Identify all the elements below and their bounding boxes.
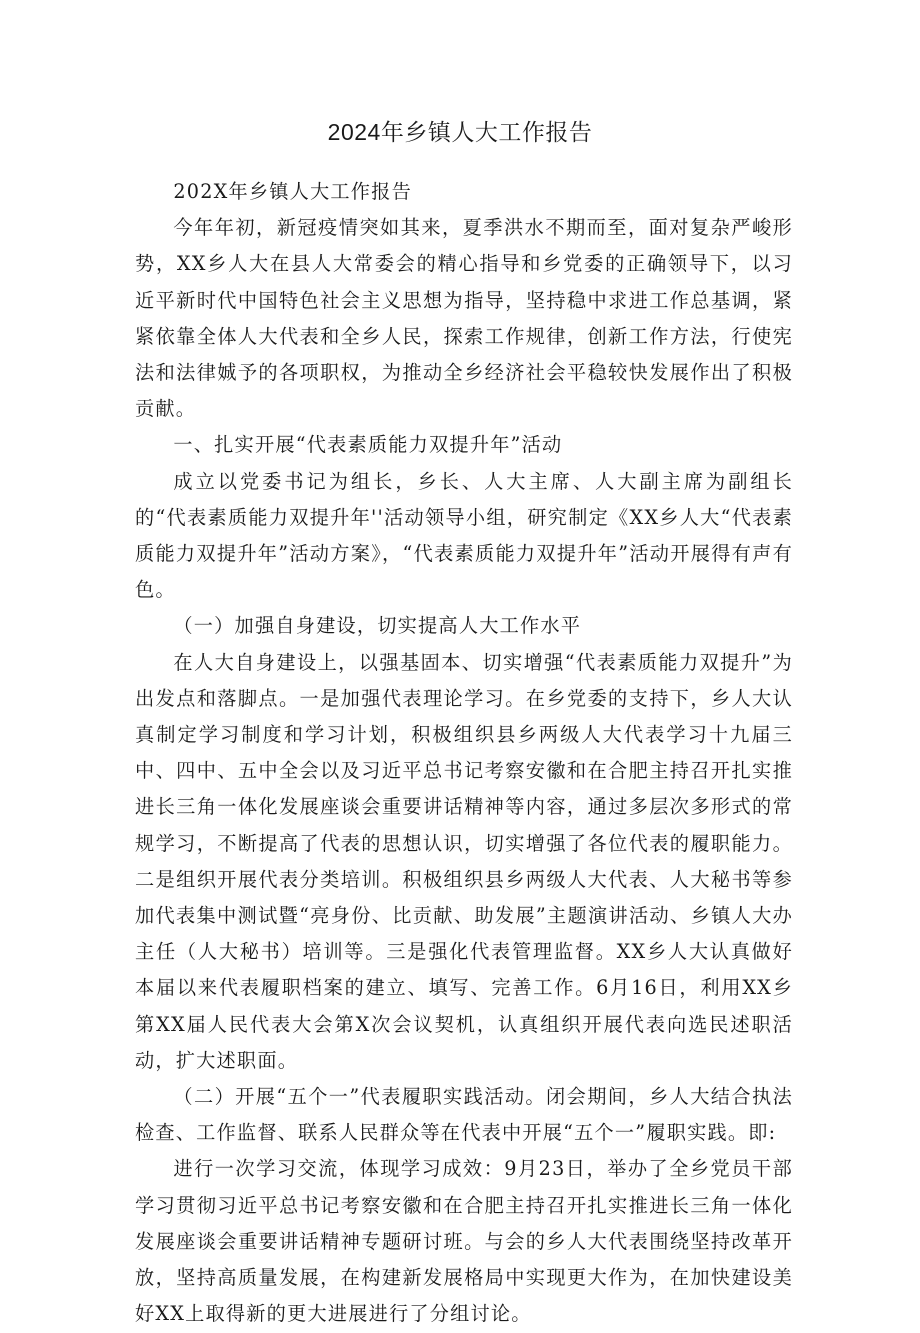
subsection-2-paragraph: （二）开展“五个一”代表履职实践活动。闭会期间，乡人大结合执法检查、工作监督、联系人民群众等在代表中开展“五个一”履职实践。即: <box>135 1085 793 1145</box>
document-title: 2024年乡镇人大工作报告 <box>327 119 593 145</box>
subsection-1-paragraph: 在人大自身建设上，以强基固本、切实增强“代表素质能力双提升”为出发点和落脚点。一是加强代表理论学习。在乡党委的支持下，乡人大认真制定学习制度和学习计划，积极组织县乡两级人大代表学习十九届三中、四中、五中全会以及习近平总书记考察安徽和在合肥主持召开扎实推进长三角一体化发展座谈会重要讲话精神等内容，通过多层次多形式的常规学习，不断提高了代表的思想认识，切实增强了各位代表的履职能力。二是组织开展代表分类培训。积极组织县乡两级人大代表、人大秘书等参加代表集中测试暨“亮身份、比贡献、助发展”主题演讲活动、乡镇人大办主任（人大秘书）培训等。三是强化代表管理监督。XX乡人大认真做好本届以来代表履职档案的建立、填写、完善工作。6月16日，利用XX乡第XX届人民代表大会第X次会议契机，认真组织开展代表向选民述职活动，扩大述职面。 <box>135 650 793 1072</box>
section-heading-1: 一、扎实开展“代表素质能力双提升年”活动 <box>173 433 563 457</box>
document-body <box>135 174 793 1333</box>
study-exchange-paragraph: 进行一次学习交流，体现学习成效：9月23日，举办了全乡党员干部学习贯彻习近平总书记考察安徽和在合肥主持召开扎实推进长三角一体化发展座谈会重要讲话精神专题研讨班。与会的乡人大代表围绕坚持改革开放，坚持高质量发展，在构建新发展格局中实现更大作为，在加快建设美好XX上取得新的更大进展进行了分组讨论。 <box>135 1157 793 1326</box>
subsection-heading-1: （一）加强自身建设，切实提高人大工作水平 <box>173 614 582 638</box>
section-1-paragraph: 成立以党委书记为组长，乡长、人大主席、人大副主席为副组长的“代表素质能力双提升年''活动领导小组，研究制定《XX乡人大“代表素质能力双提升年”活动方案》，“代表素质能力双提升年”活动开展得有声有色。 <box>135 469 793 602</box>
subtitle-paragraph: 202X年乡镇人大工作报告 <box>173 180 412 203</box>
intro-paragraph: 今年年初，新冠疫情突如其来，夏季洪水不期而至，面对复杂严峻形势，XX乡人大在县人大常委会的精心指导和乡党委的正确领导下，以习近平新时代中国特色社会主义思想为指导，坚持稳中求进工作总基调，紧紧依靠全体人大代表和全乡人民，探索工作规律，创新工作方法，行使宪法和法律娍予的各项职权，为推动全乡经济社会平稳较快发展作出了积极贡献。 <box>135 216 793 421</box>
